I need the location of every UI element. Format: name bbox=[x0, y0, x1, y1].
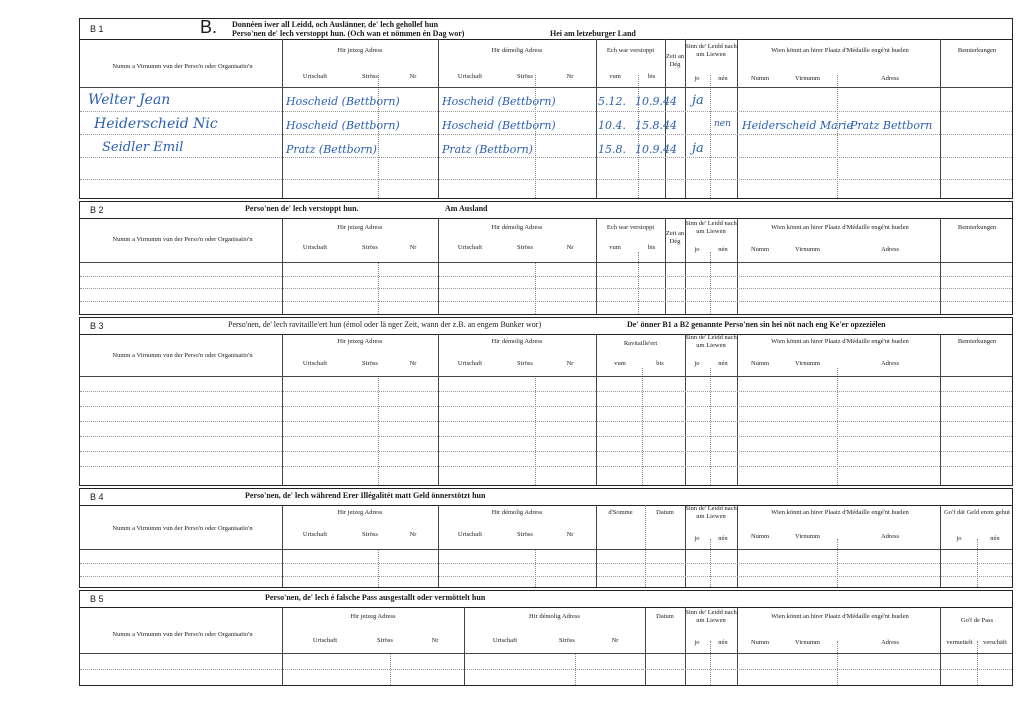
remarks-header: Bemierkungen bbox=[957, 47, 997, 54]
nr-header: Nr bbox=[409, 244, 417, 251]
entry-current-address: Pratz (Bettborn) bbox=[286, 143, 377, 156]
section-id: B 5 bbox=[90, 594, 104, 604]
former-address-header: Hir démolig Adress bbox=[491, 47, 543, 54]
life-status-header: Sinn de' Leidd nach um Liewen bbox=[685, 609, 737, 624]
entry-yes: ja bbox=[692, 93, 704, 108]
yes-header: jo bbox=[694, 360, 700, 367]
town-header: Urtschaft bbox=[302, 531, 328, 538]
entry-name: Welter Jean bbox=[88, 92, 171, 108]
time-day-header: Zeit an Dég bbox=[665, 230, 685, 245]
remarks-header: Bemierkungen bbox=[957, 338, 997, 345]
entry-name: Heiderscheid Nic bbox=[94, 116, 218, 132]
entry-former-address: Hoscheid (Bettborn) bbox=[442, 119, 556, 132]
town-header: Urtschaft bbox=[457, 244, 483, 251]
entry-current-address: Hoscheid (Bettborn) bbox=[286, 119, 400, 132]
yes-header: jo bbox=[694, 75, 700, 82]
street-header: Ströss bbox=[517, 360, 533, 367]
section-id: B 2 bbox=[90, 205, 104, 215]
current-address-header: Hir jetzeg Adress bbox=[337, 47, 383, 54]
section-b5 bbox=[79, 590, 1013, 686]
yes-header: jo bbox=[694, 246, 700, 253]
street-header: Ströss bbox=[517, 531, 533, 538]
street-header: Ströss bbox=[362, 360, 378, 367]
entry-from: 10.4. bbox=[598, 119, 626, 132]
section-header bbox=[80, 591, 1012, 608]
nr-header: Nr bbox=[566, 244, 574, 251]
medal-header: Wien könnt an hirer Plaatz d'Médaille engé'nt huelen bbox=[771, 613, 909, 620]
town-header: Urtschaft bbox=[302, 73, 328, 80]
entry-name: Seidler Emil bbox=[102, 140, 184, 155]
current-address-header: Hir jetzeg Adress bbox=[337, 338, 383, 345]
current-address-header: Hir jetzeg Adress bbox=[337, 509, 383, 516]
no-header: nén bbox=[718, 360, 728, 367]
nr-header: Nr bbox=[431, 637, 439, 644]
no-header: nén bbox=[718, 535, 728, 542]
section-b4 bbox=[79, 488, 1013, 588]
section-title-right: De' önner B1 a B2 genannte Perso'nen sin hei nöt nach eng Ke'er opzeziélen bbox=[627, 320, 886, 329]
firstname-header: Virnumm bbox=[795, 360, 820, 367]
nr-header: Nr bbox=[409, 73, 417, 80]
from-header: vum bbox=[614, 360, 626, 367]
section-letter: B. bbox=[200, 17, 218, 37]
nr-header: Nr bbox=[566, 531, 574, 538]
entry-medal-address: Pratz Bettborn bbox=[850, 119, 933, 132]
date-header: Datum bbox=[656, 509, 674, 516]
town-header: Urtschaft bbox=[457, 531, 483, 538]
hidden-header: Ech war verstoppt bbox=[606, 47, 655, 54]
pass-header: Go'f de Pass bbox=[960, 617, 994, 624]
firstname-header: Virnumm bbox=[795, 246, 820, 253]
entry-to: 10.9.44 bbox=[635, 143, 677, 156]
town-header: Urtschaft bbox=[312, 637, 338, 644]
medal-header: Wien könnt an hirer Plaatz d'Médaille engé'nt huelen bbox=[771, 224, 909, 231]
nr-header: Nr bbox=[611, 637, 619, 644]
street-header: Ströss bbox=[362, 531, 378, 538]
firstname-header: Virnumm bbox=[795, 533, 820, 540]
money-back-header: Go'f dät Geld erem gehut bbox=[944, 509, 1010, 516]
section-b3 bbox=[79, 317, 1013, 486]
date-header: Datum bbox=[656, 613, 674, 620]
life-status-header: Sinn de' Leidd nach um Liewen bbox=[685, 505, 737, 520]
section-b1 bbox=[79, 18, 1013, 199]
entry-from: 15.8. bbox=[598, 143, 626, 156]
address-header: Adress bbox=[880, 75, 900, 82]
former-address-header: Hir démolig Adress bbox=[491, 224, 543, 231]
firstname-header: Virnumm bbox=[795, 75, 820, 82]
section-title: Perso'nen, de' lech während Erer Illégalitét matt Geld önnerstötzt hun bbox=[245, 491, 486, 500]
entry-from: 5.12. bbox=[598, 95, 626, 108]
time-day-header: Zeit an Dég bbox=[665, 53, 685, 68]
current-address-header: Hir jetzeg Adress bbox=[337, 224, 383, 231]
name-col-header: Numm a Virnumm vun der Perso'n oder Organisatio'n bbox=[112, 631, 253, 638]
section-b2 bbox=[79, 201, 1013, 315]
entry-current-address: Hoscheid (Bettborn) bbox=[286, 95, 400, 108]
surname-header: Numm bbox=[750, 639, 770, 646]
address-header: Adress bbox=[880, 246, 900, 253]
surname-header: Numm bbox=[750, 246, 770, 253]
remarks-header: Bemierkungen bbox=[957, 224, 997, 231]
section-id: B 4 bbox=[90, 492, 104, 502]
yes-header: jo bbox=[956, 535, 962, 542]
nr-header: Nr bbox=[409, 360, 417, 367]
firstname-header: Virnumm bbox=[795, 639, 820, 646]
street-header: Ströss bbox=[517, 244, 533, 251]
section-header bbox=[80, 489, 1012, 506]
section-title-line2: Perso'nen de' lech verstoppt hun. (Och wan et nömmen én Dag wor) bbox=[232, 29, 465, 38]
no-header: nén bbox=[718, 246, 728, 253]
to-header: bis bbox=[647, 244, 656, 251]
nr-header: Nr bbox=[409, 531, 417, 538]
entry-to: 10.9.44 bbox=[635, 95, 677, 108]
section-title-right: Hei am letzeburger Land bbox=[550, 29, 636, 38]
name-col-header: Numm a Virnumm vun der Perso'n oder Organisatio'n bbox=[112, 63, 253, 70]
surname-header: Numm bbox=[750, 360, 770, 367]
section-id: B 3 bbox=[90, 321, 104, 331]
street-header: Ströss bbox=[377, 637, 393, 644]
medal-header: Wien könnt an hirer Plaatz d'Médaille engé'nt huelen bbox=[771, 509, 909, 516]
former-address-header: Hir démolig Adress bbox=[491, 509, 543, 516]
from-header: vum bbox=[609, 73, 621, 80]
town-header: Urtschaft bbox=[302, 360, 328, 367]
entry-no: nen bbox=[714, 119, 731, 129]
section-header bbox=[80, 318, 1012, 335]
town-header: Urtschaft bbox=[457, 73, 483, 80]
section-title-line1: Donnéen iwer all Leidd, och Auslänner, de' lech gehollef hun bbox=[232, 20, 439, 29]
yes-header: jo bbox=[694, 535, 700, 542]
no-header: nén bbox=[718, 639, 728, 646]
section-title: Perso'nen, de' lech ravitaille'ert hun (émol oder lä nger Zeit, wann der z.B. an engem Bunker wor) bbox=[228, 320, 542, 329]
street-header: Ströss bbox=[362, 73, 378, 80]
supplied-header: Ravitaille'ert bbox=[623, 340, 658, 347]
section-title: Perso'nen, de' lech é falsche Pass ausgestallt oder vermöttelt hun bbox=[265, 593, 486, 602]
town-header: Urtschaft bbox=[302, 244, 328, 251]
surname-header: Numm bbox=[750, 533, 770, 540]
entry-yes: ja bbox=[692, 141, 704, 156]
name-col-header: Numm a Virnumm vun der Perso'n oder Organisatio'n bbox=[112, 525, 253, 532]
made-header: verschäft bbox=[983, 639, 1007, 646]
sum-header: d'Somme bbox=[608, 509, 633, 516]
former-address-header: Hir démolig Adress bbox=[491, 338, 543, 345]
street-header: Ströss bbox=[517, 73, 533, 80]
street-header: Ströss bbox=[559, 637, 575, 644]
life-status-header: Sinn de' Leidd nach um Liewen bbox=[685, 43, 737, 58]
nr-header: Nr bbox=[566, 360, 574, 367]
current-address-header: Hir jetzeg Adress bbox=[350, 613, 396, 620]
medal-header: Wien könnt an hirer Plaatz d'Médaille engé'nt huelen bbox=[771, 47, 909, 54]
town-header: Urtschaft bbox=[492, 637, 518, 644]
section-id: B 1 bbox=[90, 24, 104, 34]
street-header: Ströss bbox=[362, 244, 378, 251]
address-header: Adress bbox=[880, 639, 900, 646]
entry-former-address: Pratz (Bettborn) bbox=[442, 143, 533, 156]
from-header: vum bbox=[609, 244, 621, 251]
entry-former-address: Hoscheid (Bettborn) bbox=[442, 95, 556, 108]
hidden-header: Ech war verstoppt bbox=[606, 224, 655, 231]
former-address-header: Hir démolig Adress bbox=[529, 613, 580, 620]
section-title-right: Am Ausland bbox=[445, 204, 488, 213]
entry-to: 15.8.44 bbox=[635, 119, 677, 132]
form-page bbox=[79, 18, 1013, 686]
name-col-header: Numm a Virnumm vun der Perso'n oder Organisatio'n bbox=[112, 236, 253, 243]
name-col-header: Numm a Virnumm vun der Perso'n oder Organisatio'n bbox=[112, 352, 253, 359]
entry-medal-name: Heiderscheid Marie bbox=[742, 119, 853, 132]
address-header: Adress bbox=[880, 360, 900, 367]
life-status-header: Sinn de' Leidd nach um Liewen bbox=[685, 220, 737, 235]
town-header: Urtschaft bbox=[457, 360, 483, 367]
no-header: nén bbox=[718, 75, 728, 82]
medal-header: Wien könnt an hirer Plaatz d'Médaille engé'nt huelen bbox=[771, 338, 909, 345]
yes-header: jo bbox=[694, 639, 700, 646]
life-status-header: Sinn de' Leidd nach um Liewen bbox=[685, 334, 737, 349]
no-header: nén bbox=[990, 535, 1000, 542]
to-header: bis bbox=[656, 360, 664, 367]
section-header bbox=[80, 202, 1012, 219]
section-title: Perso'nen de' lech verstoppt hun. bbox=[245, 204, 359, 213]
address-header: Adress bbox=[880, 533, 900, 540]
to-header: bis bbox=[647, 73, 656, 80]
issued-header: vermettelt bbox=[946, 639, 973, 646]
section-header bbox=[80, 19, 1012, 40]
nr-header: Nr bbox=[566, 73, 574, 80]
surname-header: Numm bbox=[750, 75, 770, 82]
